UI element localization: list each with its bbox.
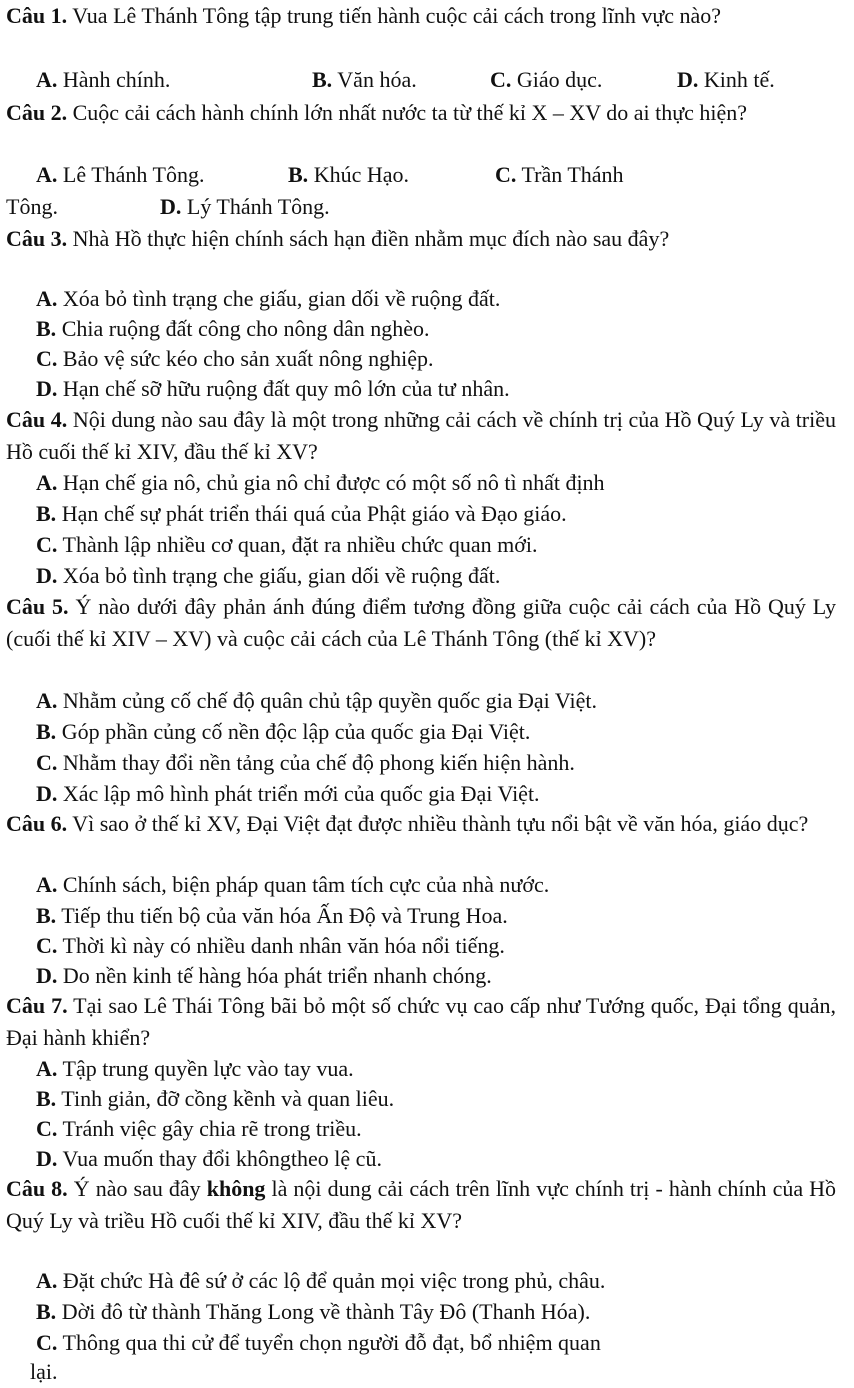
- question-label: Câu 6.: [6, 811, 68, 836]
- option-letter: B.: [288, 162, 309, 187]
- option-letter: B.: [312, 67, 333, 92]
- option-c[interactable]: [36, 1113, 362, 1145]
- option-letter: B.: [36, 501, 57, 526]
- option-letter: D.: [36, 781, 58, 806]
- option-letter: C.: [36, 750, 58, 775]
- option-c[interactable]: [36, 529, 538, 561]
- option-letter: A.: [36, 67, 58, 92]
- question-text: Tại sao Lê Thái Tông bãi bỏ một số chức vụ cao cấp như Tướng quốc, Đại tổng quản, Đại hành khiển?: [6, 993, 836, 1050]
- option-text: Bảo vệ sức kéo cho sản xuất nông nghiệp.: [62, 346, 434, 371]
- option-letter: C.: [495, 162, 517, 187]
- option-letter: D.: [677, 67, 699, 92]
- option-letter: C.: [36, 933, 58, 958]
- option-d[interactable]: [160, 191, 330, 223]
- option-text: Nhằm thay đổi nền tảng của chế độ phong kiến hiện hành.: [62, 750, 575, 775]
- question-text: Ý nào dưới đây phản ánh đúng điểm tương đồng giữa cuộc cải cách của Hồ Quý Ly (cuối thế kỉ XIV – XV) và cuộc cải cách của Lê Thánh Tông (thế kỉ XV)?: [6, 594, 837, 651]
- question-7: [6, 990, 836, 1054]
- question-text: Nhà Hồ thực hiện chính sách hạn điền nhằm mục đích nào sau đây?: [72, 226, 670, 251]
- option-letter: D.: [160, 194, 182, 219]
- option-letter: C.: [36, 1116, 58, 1141]
- option-letter: C.: [36, 346, 58, 371]
- option-letter: A.: [36, 872, 58, 897]
- option-text: Vua muốn thay đổi khôngtheo lệ cũ.: [62, 1146, 382, 1171]
- option-c[interactable]: [36, 747, 575, 779]
- option-d[interactable]: [677, 64, 775, 96]
- question-text: Cuộc cải cách hành chính lớn nhất nước ta từ thế kỉ X – XV do ai thực hiện?: [72, 100, 748, 125]
- cut-off-text: [30, 1356, 58, 1384]
- option-c[interactable]: [36, 343, 433, 375]
- option-b[interactable]: [36, 716, 530, 748]
- option-text: Lê Thánh Tông.: [62, 162, 205, 187]
- option-text: Xác lập mô hình phát triển mới của quốc gia Đại Việt.: [62, 781, 540, 806]
- option-letter: A.: [36, 1056, 58, 1081]
- option-text: Giáo dục.: [516, 67, 603, 92]
- option-text: Thời kì này có nhiều danh nhân văn hóa nổi tiếng.: [62, 933, 505, 958]
- option-text: Thông qua thi cử để tuyển chọn người đỗ đạt, bổ nhiệm quan: [62, 1330, 601, 1355]
- option-text: Hạn chế gia nô, chủ gia nô chỉ được có một số nô tì nhất định: [62, 470, 605, 495]
- option-text: Chính sách, biện pháp quan tâm tích cực của nhà nước.: [62, 872, 550, 897]
- option-letter: A.: [36, 286, 58, 311]
- question-1: [6, 0, 836, 32]
- option-b[interactable]: [312, 64, 417, 96]
- option-text: Thành lập nhiều cơ quan, đặt ra nhiều chức quan mới.: [62, 532, 538, 557]
- option-c[interactable]: [495, 159, 624, 191]
- option-letter: D.: [36, 1146, 58, 1171]
- option-a[interactable]: [36, 685, 597, 717]
- question-label: Câu 4.: [6, 407, 68, 432]
- question-label: Câu 8.: [6, 1176, 68, 1201]
- option-c[interactable]: [36, 1327, 601, 1359]
- option-a[interactable]: [36, 159, 204, 191]
- option-b[interactable]: [36, 900, 508, 932]
- option-text: Văn hóa.: [337, 67, 417, 92]
- option-text: Tránh việc gây chia rẽ trong triều.: [62, 1116, 362, 1141]
- option-text: Do nền kinh tế hàng hóa phát triển nhanh chóng.: [62, 963, 492, 988]
- option-c[interactable]: [36, 930, 505, 962]
- question-6: [6, 808, 836, 840]
- option-text: Kinh tế.: [703, 67, 775, 92]
- option-letter: D.: [36, 963, 58, 988]
- option-text: Chia ruộng đất công cho nông dân nghèo.: [61, 316, 430, 341]
- question-text-after: là nội dung cải cách trên lĩnh vực chính trị - hành chính của Hồ Quý Ly và triều Hồ cuối thế kỉ XIV, đầu thế kỉ XV?: [6, 1176, 837, 1233]
- option-letter: A.: [36, 470, 58, 495]
- option-d[interactable]: [36, 1143, 382, 1175]
- question-text: Vua Lê Thánh Tông tập trung tiến hành cuộc cải cách trong lĩnh vực nào?: [72, 3, 722, 28]
- option-c[interactable]: [490, 64, 602, 96]
- option-text: Hạn chế sự phát triển thái quá của Phật giáo và Đạo giáo.: [61, 501, 567, 526]
- question-2: [6, 97, 836, 129]
- option-text-continued: Tông.: [6, 194, 58, 219]
- option-text-continued: lại.: [30, 1359, 58, 1384]
- option-text: Hạn chế sỡ hữu ruộng đất quy mô lớn của tư nhân.: [62, 376, 510, 401]
- option-text: Khúc Hạo.: [313, 162, 409, 187]
- option-letter: A.: [36, 162, 58, 187]
- option-text: Xóa bỏ tình trạng che giấu, gian dối về ruộng đất.: [62, 563, 501, 588]
- option-text: Xóa bỏ tình trạng che giấu, gian dối về ruộng đất.: [62, 286, 501, 311]
- option-text: Trần Thánh: [521, 162, 624, 187]
- option-b[interactable]: [36, 313, 430, 345]
- option-text: Lý Thánh Tông.: [186, 194, 330, 219]
- option-d[interactable]: [36, 778, 540, 810]
- option-b[interactable]: [36, 498, 567, 530]
- question-text: Vì sao ở thế kỉ XV, Đại Việt đạt được nhiều thành tựu nổi bật về văn hóa, giáo dục?: [72, 811, 809, 836]
- option-letter: B.: [36, 903, 57, 928]
- question-label: Câu 2.: [6, 100, 68, 125]
- question-4: [6, 404, 836, 468]
- question-text-before: Ý nào sau đây: [73, 1176, 201, 1201]
- option-a[interactable]: [36, 467, 605, 499]
- option-letter: B.: [36, 719, 57, 744]
- option-text: Dời đô từ thành Thăng Long về thành Tây Đô (Thanh Hóa).: [61, 1299, 591, 1324]
- question-label: Câu 5.: [6, 594, 69, 619]
- question-8: [6, 1173, 836, 1237]
- question-label: Câu 3.: [6, 226, 68, 251]
- option-a[interactable]: [36, 1053, 354, 1085]
- option-letter: C.: [36, 532, 58, 557]
- option-text: Nhằm củng cố chế độ quân chủ tập quyền quốc gia Đại Việt.: [62, 688, 597, 713]
- question-label: Câu 7.: [6, 993, 68, 1018]
- option-d[interactable]: [36, 960, 492, 992]
- option-letter: B.: [36, 1086, 57, 1111]
- option-letter: A.: [36, 688, 58, 713]
- option-text: Hành chính.: [62, 67, 171, 92]
- option-text: Tinh giản, đỡ cồng kềnh và quan liêu.: [61, 1086, 395, 1111]
- question-label: Câu 1.: [6, 3, 68, 28]
- option-text: Góp phần củng cố nền độc lập của quốc gia Đại Việt.: [61, 719, 531, 744]
- option-c-wrap: [6, 191, 58, 223]
- option-letter: B.: [36, 1299, 57, 1324]
- option-a[interactable]: [36, 283, 500, 315]
- option-b[interactable]: [36, 1296, 590, 1328]
- option-a[interactable]: [36, 1265, 605, 1297]
- option-a[interactable]: [36, 64, 170, 96]
- option-d[interactable]: [36, 560, 500, 592]
- option-a[interactable]: [36, 869, 549, 901]
- question-keyword: không: [206, 1176, 266, 1201]
- option-b[interactable]: [288, 159, 409, 191]
- option-letter: B.: [36, 316, 57, 341]
- question-text: Nội dung nào sau đây là một trong những cải cách về chính trị của Hồ Quý Ly và triều Hồ cuối thế kỉ XIV, đầu thế kỉ XV?: [6, 407, 837, 464]
- option-letter: D.: [36, 563, 58, 588]
- option-text: Đặt chức Hà đê sứ ở các lộ để quản mọi việc trong phủ, châu.: [62, 1268, 606, 1293]
- option-letter: A.: [36, 1268, 58, 1293]
- option-text: Tiếp thu tiến bộ của văn hóa Ấn Độ và Trung Hoa.: [61, 903, 508, 928]
- option-b[interactable]: [36, 1083, 394, 1115]
- option-letter: C.: [36, 1330, 58, 1355]
- option-d[interactable]: [36, 373, 510, 405]
- question-3: [6, 223, 836, 255]
- option-letter: C.: [490, 67, 512, 92]
- option-letter: D.: [36, 376, 58, 401]
- question-5: [6, 591, 836, 655]
- option-text: Tập trung quyền lực vào tay vua.: [62, 1056, 354, 1081]
